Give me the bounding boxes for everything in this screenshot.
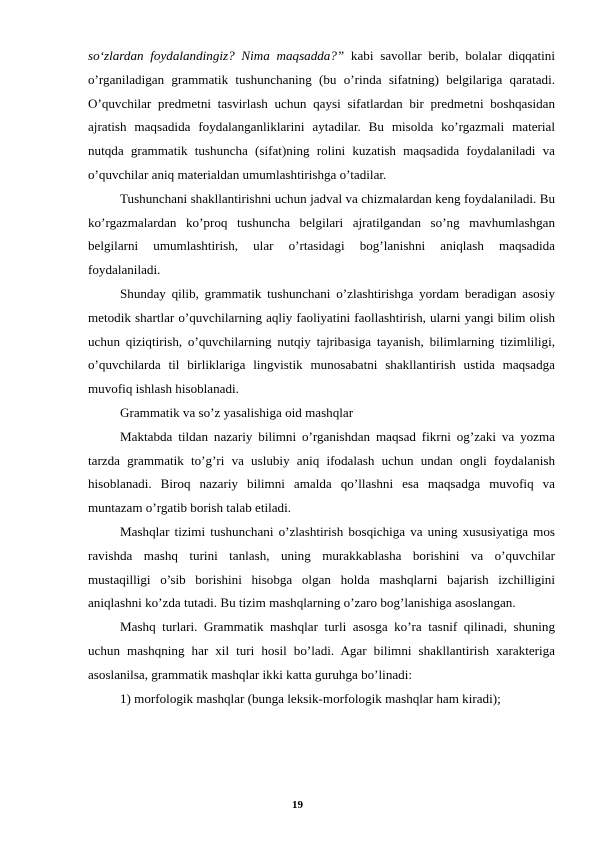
paragraph-mashqlar-tizimi: Mashqlar tizimi tushunchani o’zlashtirish bosqichiga va uning xususiyatiga mos ravishda mashq turini tanlash, uning murakkablasha borishini va o’quvchilar mustaqilligi o’sib borishini hisobga olgan holda mashqlarni bajarish izchilligini aniqlashni ko’zda tutadi. Bu tizim mashqlarning o’zaro bog’lanishiga asoslangan. — [88, 523, 555, 611]
paragraph-jadval-chizma: Tushunchani shakllantirishni uchun jadval va chizmalardan keng foydalaniladi. Bu ko’rgazmalardan ko’proq tushuncha belgilari ajratilgandan so’ng mavhumlashgan belgilarni umumlashtirish, ular o’rtasidagi bog’lanishni aniqlash maqsadida foydalaniladi. — [88, 190, 555, 278]
paragraph-sifat-belgilari — [88, 44, 555, 187]
paragraph-metodik-shartlar: Shunday qilib, grammatik tushunchani o’zlashtirishga yordam beradigan asosiy metodik shartlar o’quvchilarning aqliy faoliyatini faollashtirish, ularni yangi bilim olish uchun qiziqtirish, o’quvchilarning nutqiy tajribasiga tayanish, bilimlarning tizimliligi, o’quvchilarda til birliklariga lingvistik munosabatni shakllantirish ustida maqsadga muvofiq ishlash hisoblanadi. — [88, 285, 555, 397]
document-body — [88, 44, 555, 710]
list-item-morfologik: 1) morfologik mashqlar (bunga leksik-morfologik mashqlar ham kiradi); — [120, 690, 501, 706]
page-number: 19 — [292, 799, 303, 811]
paragraph-text: kabi savollar berib, bolalar diqqatini o’rganiladigan grammatik tushunchaning (bu o’rinda sifatning) belgilariga qaratadi. O’quvchilar predmetni tasvirlash uchun qaysi sifatlardan bir predmetni boshqasidan ajratish maqsadida foydalanganliklarini aytadilar. Bu misolda ko’rgazmali material nutqda grammatik tushuncha (sifat)ning rolini kuzatish maqsadida foydalaniladi va o’quvchilar aniq materialdan umumlashtirishga o’tadilar. — [88, 48, 555, 182]
paragraph-mashq-turlari: Mashq turlari. Grammatik mashqlar turli asosga ko’ra tasnif qilinadi, shuning uchun mashqning har xil turi hosil bo’ladi. Agar bilimni shakllantirish xarakteriga asoslanilsa, grammatik mashqlar ikki katta guruhga bo’linadi: — [88, 619, 555, 682]
paragraph-nazariy-bilim: Maktabda tildan nazariy bilimni o’rganishdan maqsad fikrni og’zaki va yozma tarzda grammatik to’g’ri va uslubiy aniq ifodalash uchun undan ongli foydalanish hisoblanadi. Biroq nazariy bilimni amalda qo’llashni esa maqsadga muvofiq va muntazam o’rgatib borish talab etiladi. — [88, 428, 555, 516]
section-heading: Grammatik va so’z yasalishiga oid mashqlar — [120, 404, 354, 420]
italic-question: so‘zlardan foydalandingiz? Nima maqsadda?” — [88, 48, 345, 63]
